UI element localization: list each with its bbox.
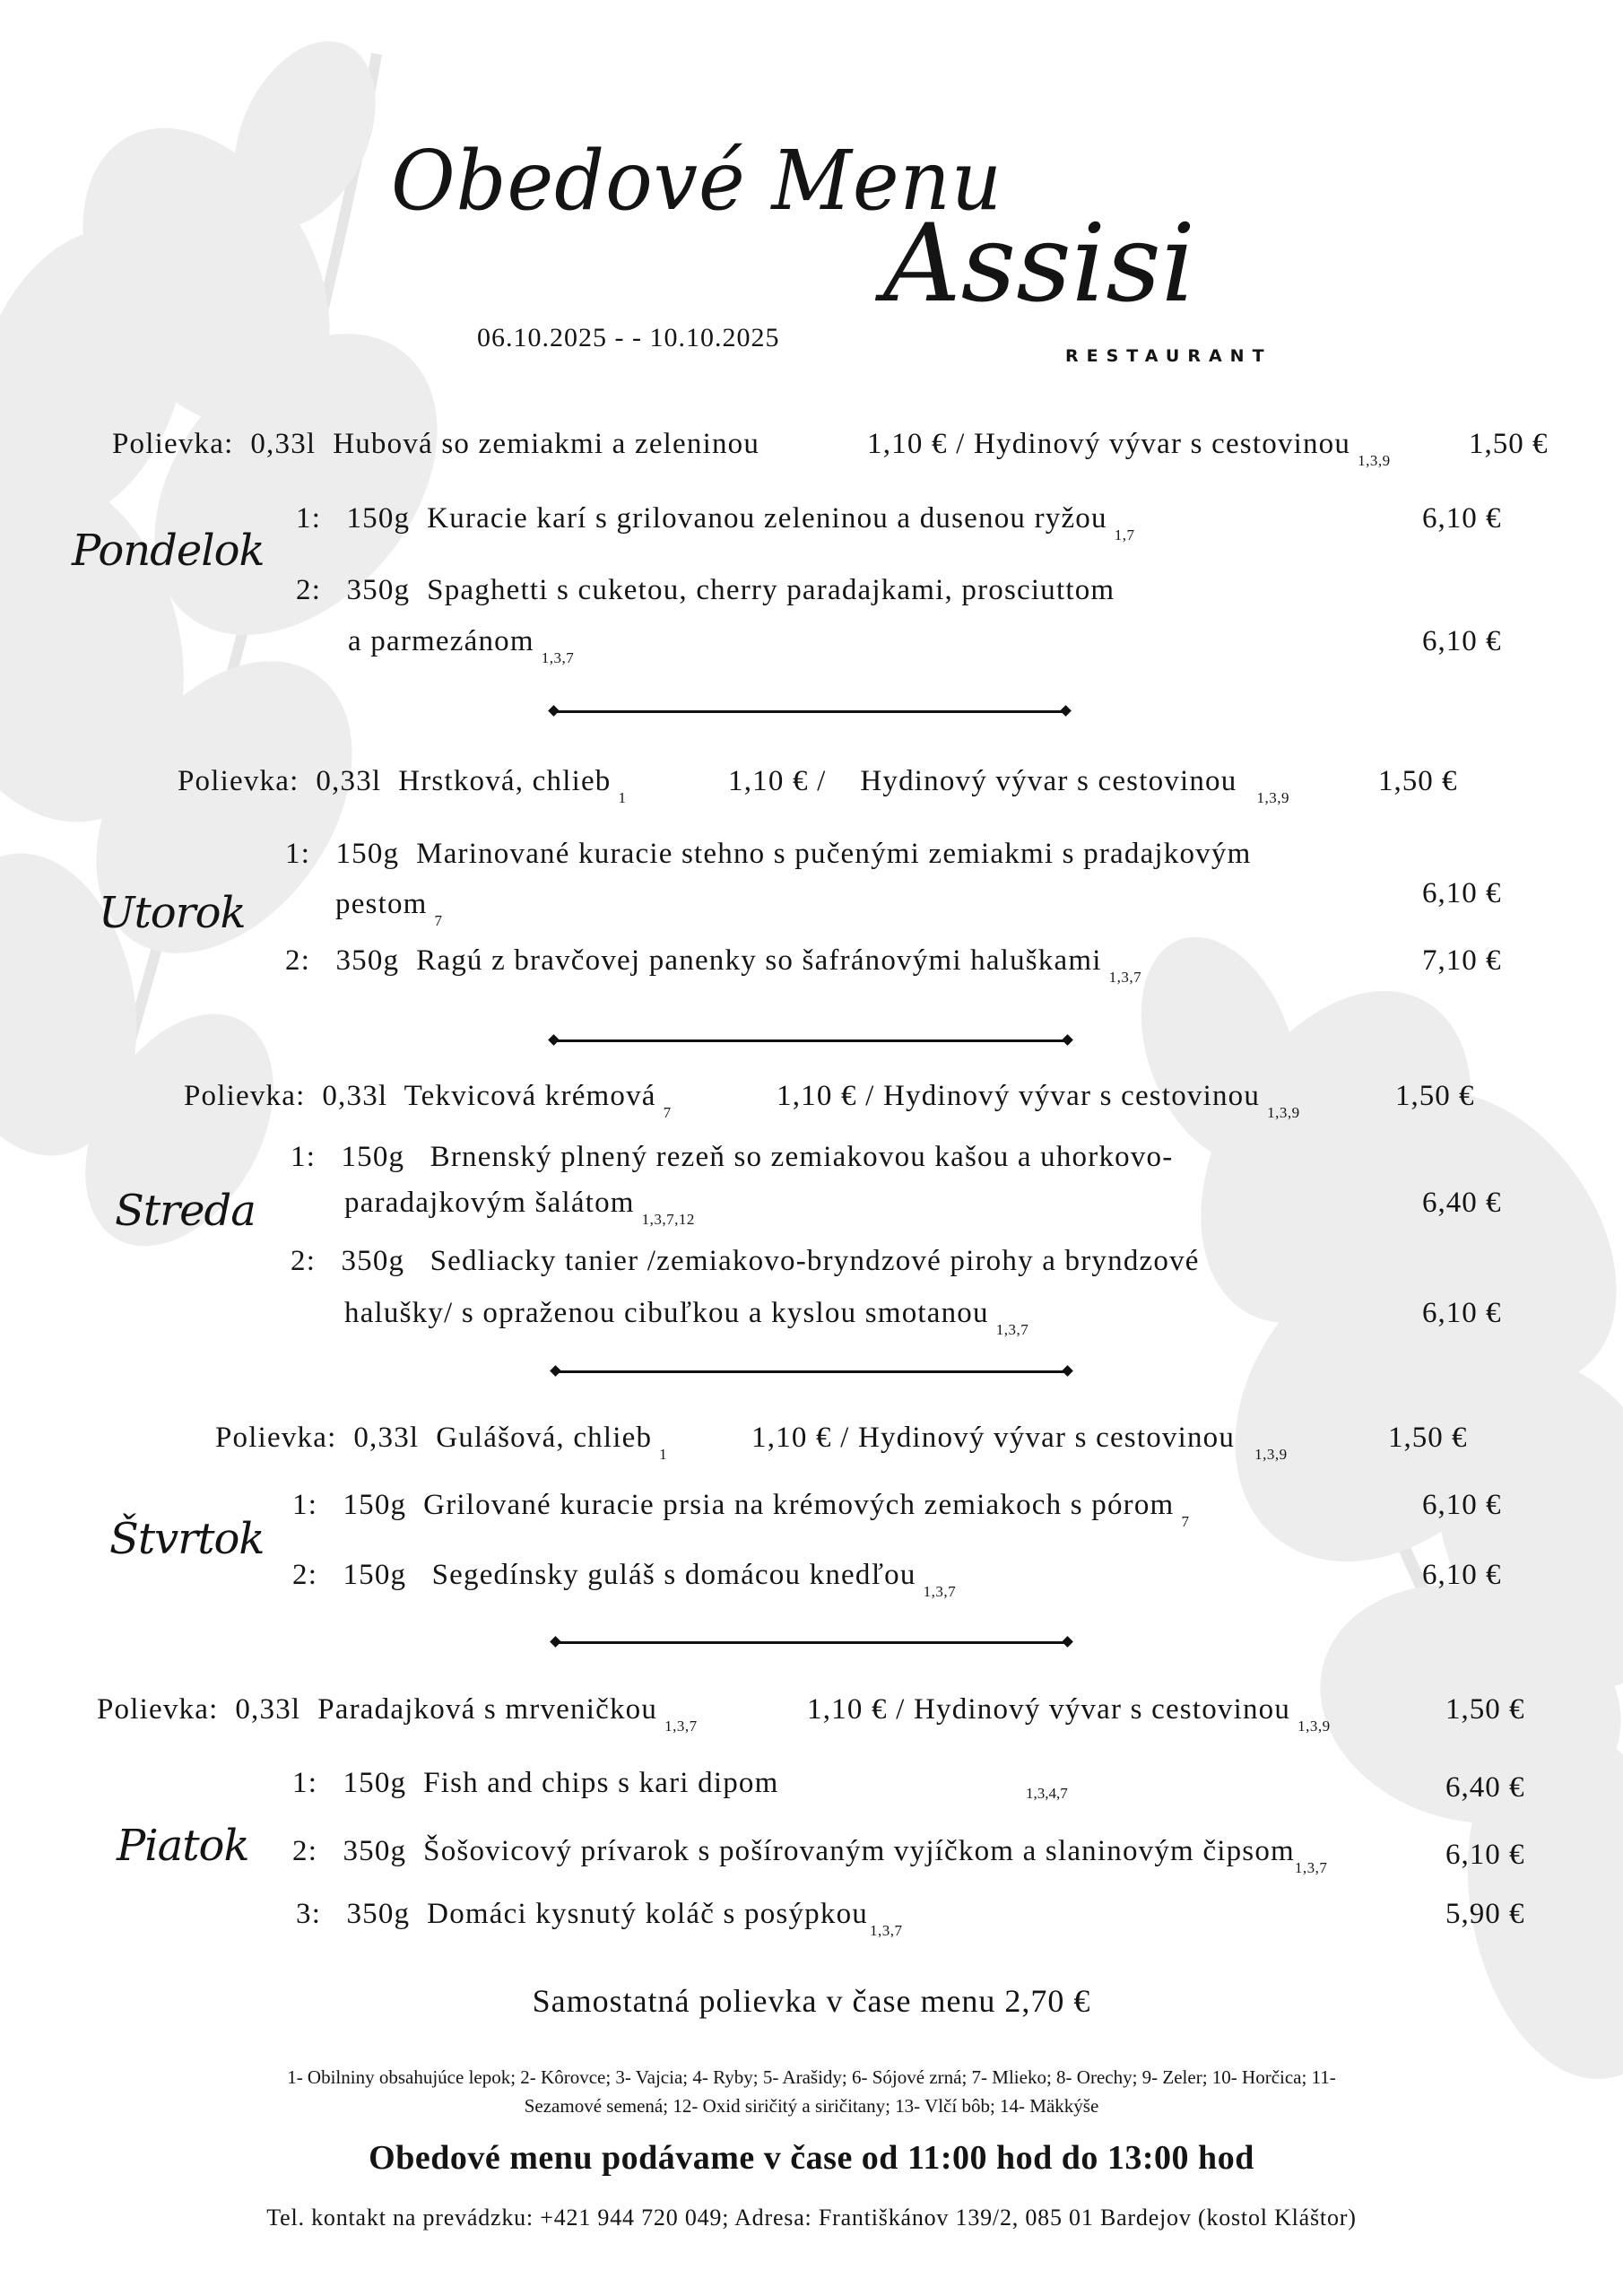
item-description: Šošovicový prívarok s pošírovaným vyjíčkom a slaninovým čipsom xyxy=(423,1835,1295,1867)
item-number: 2: xyxy=(291,1245,317,1277)
item-price: 6,40 € xyxy=(1445,1771,1525,1804)
soup-name: Tekvicová krémová xyxy=(404,1080,656,1112)
item-allergens: 1,3,7,12 xyxy=(641,1211,695,1228)
item-weight: 150g xyxy=(343,1767,407,1799)
item-number: 1: xyxy=(292,1767,318,1799)
soup-line xyxy=(97,1693,698,1735)
menu-item-2 xyxy=(292,1835,1328,1876)
soup-price: 1,10 € / xyxy=(751,1422,850,1454)
item-number: 3: xyxy=(296,1898,322,1930)
item-allergens: 7 xyxy=(434,912,443,929)
menu-item-1-cont xyxy=(344,1187,695,1228)
item-price: 6,10 € xyxy=(1422,1559,1502,1591)
soup-price: 1,10 € / xyxy=(728,765,827,797)
day-label: Štvrtok xyxy=(109,1514,265,1564)
item-number: 1: xyxy=(291,1141,317,1173)
item-number: 1: xyxy=(292,1489,318,1521)
item-weight: 150g xyxy=(335,838,400,870)
item-price: 6,10 € xyxy=(1422,877,1502,909)
item-allergens: 1,3,7 xyxy=(1294,1859,1328,1876)
soup-price: 1,10 € / xyxy=(777,1080,875,1112)
item-description-cont: paradajkovým šalátom xyxy=(344,1187,635,1219)
alt-soup-price: 1,50 € xyxy=(1445,1693,1525,1726)
menu-item-2-cont xyxy=(344,1297,1029,1338)
soup-name: Hubová so zemiakmi a zeleninou xyxy=(333,428,760,460)
alt-soup-allergens: 1,3,9 xyxy=(1267,1104,1300,1121)
soup-name: Paradajková s mrveničkou xyxy=(317,1693,658,1726)
soup-line xyxy=(215,1422,668,1463)
item-allergens: 1,3,7 xyxy=(869,1922,903,1939)
alt-soup-allergens: 1,3,9 xyxy=(1358,452,1391,469)
menu-item-2 xyxy=(296,574,1115,607)
item-price: 5,90 € xyxy=(1445,1898,1525,1930)
item-weight: 350g xyxy=(341,1245,405,1277)
item-allergens: 1,7 xyxy=(1114,526,1135,544)
item-weight: 150g xyxy=(346,502,411,535)
menu-item-1 xyxy=(285,838,1251,871)
day-label: Streda xyxy=(115,1186,256,1236)
menu-item-1 xyxy=(292,1767,778,1800)
alt-soup-name: Hydinový vývar s cestovinou xyxy=(973,428,1351,460)
section-divider xyxy=(554,710,1065,713)
item-description: Marinované kuracie stehno s pučenými zemiakmi s pradajkovým xyxy=(416,838,1252,870)
item-description: Ragú z bravčovej panenky so šafránovými haluškami xyxy=(416,944,1102,977)
item-description: Kuracie karí s grilovanou zeleninou a dusenou ryžou xyxy=(427,502,1107,535)
day-label: Pondelok xyxy=(72,526,265,576)
item-price: 6,10 € xyxy=(1422,502,1502,535)
item-weight: 350g xyxy=(335,944,400,977)
section-divider xyxy=(554,1039,1067,1042)
day-label: Utorok xyxy=(99,888,246,938)
soup-price: 1,10 € / xyxy=(807,1693,906,1726)
item-number: 2: xyxy=(296,574,322,606)
item-description-cont: a parmezánom xyxy=(348,625,534,657)
item-description-cont: pestom xyxy=(335,888,428,920)
section-divider xyxy=(556,1370,1067,1373)
item-number: 1: xyxy=(285,838,311,870)
item-weight: 150g xyxy=(343,1489,407,1521)
item-description: Domáci kysnutý koláč s posýpkou xyxy=(427,1898,868,1930)
menu-item-2 xyxy=(291,1245,1200,1278)
item-price: 6,10 € xyxy=(1445,1839,1525,1871)
soup-volume: 0,33l xyxy=(235,1693,301,1726)
soup-label: Polievka: xyxy=(184,1080,306,1112)
item-weight: 350g xyxy=(346,574,411,606)
item-allergens: 1,3,7 xyxy=(1108,969,1142,986)
menu-item-3 xyxy=(296,1898,903,1939)
soup-allergens: 1,3,7 xyxy=(664,1718,698,1735)
menu-item-1 xyxy=(296,502,1135,544)
allergen-legend xyxy=(0,2063,1623,2120)
soup-price-alt xyxy=(777,1080,1300,1121)
allergen-legend-line-1: 1- Obilniny obsahujúce lepok; 2- Kôrovce; 3- Vajcia; 4- Ryby; 5- Arašidy; 6- Sójové zrná; 7- Mlieko; 8- Orechy; 9- Zeler; 10- Horčica; 11- xyxy=(287,2066,1336,2088)
alt-soup-allergens: 1,3,9 xyxy=(1254,1446,1288,1463)
allergen-legend-line-2: Sezamové semená; 12- Oxid siričitý a siričitany; 13- Vlčí bôb; 14- Mäkkýše xyxy=(524,2095,1099,2117)
soup-volume: 0,33l xyxy=(353,1422,420,1454)
menu-item-2 xyxy=(285,944,1142,986)
date-range: 06.10.2025 - - 10.10.2025 xyxy=(477,323,780,352)
section-divider xyxy=(556,1641,1067,1644)
item-allergens: 1,3,4,7 xyxy=(1026,1785,1068,1802)
item-number: 2: xyxy=(292,1835,318,1867)
soup-line xyxy=(112,428,759,461)
item-allergens: 7 xyxy=(1181,1513,1190,1530)
alt-soup-allergens: 1,3,9 xyxy=(1298,1718,1331,1735)
alt-soup-allergens: 1,3,9 xyxy=(1256,789,1289,806)
soup-allergens: 1 xyxy=(618,789,627,806)
soup-price: 1,10 € / xyxy=(867,428,966,460)
soup-label: Polievka: xyxy=(97,1693,219,1726)
item-weight: 350g xyxy=(346,1898,411,1930)
soup-label: Polievka: xyxy=(215,1422,337,1454)
item-description: Brnenský plnený rezeň so zemiakovou kašou a uhorkovo- xyxy=(430,1141,1174,1173)
soup-price-alt xyxy=(728,765,1289,806)
alt-soup-name: Hydinový vývar s cestovinou xyxy=(913,1693,1291,1726)
soup-line xyxy=(184,1080,672,1121)
soup-volume: 0,33l xyxy=(250,428,317,460)
item-description: Grilované kuracie prsia na krémových zemiakoch s pórom xyxy=(423,1489,1175,1521)
item-description: Sedliacky tanier /zemiakovo-bryndzové pirohy a bryndzové xyxy=(430,1245,1200,1277)
alt-soup-price: 1,50 € xyxy=(1395,1080,1475,1112)
item-description: Segedínsky guláš s domácou knedľou xyxy=(431,1559,916,1591)
soup-allergens: 7 xyxy=(663,1104,672,1121)
standalone-soup-price: Samostatná polievka v čase menu 2,70 € xyxy=(532,1983,1091,2019)
contact-info: Tel. kontakt na prevádzku: +421 944 720 049; Adresa: Františkánov 139/2, 085 01 Bardejov (kostol Kláštor) xyxy=(266,2205,1357,2231)
item-price: 6,40 € xyxy=(1422,1187,1502,1219)
soup-allergens: 1 xyxy=(659,1446,668,1463)
item-number: 1: xyxy=(296,502,322,535)
soup-line xyxy=(178,765,627,806)
item-allergens: 1,3,7 xyxy=(995,1321,1029,1338)
alt-soup-price: 1,50 € xyxy=(1388,1422,1468,1454)
item-allergens: 1,3,7 xyxy=(923,1583,957,1600)
item-weight: 150g xyxy=(341,1141,405,1173)
item-number: 2: xyxy=(285,944,311,977)
soup-volume: 0,33l xyxy=(322,1080,388,1112)
menu-item-1 xyxy=(292,1489,1190,1530)
item-price: 6,10 € xyxy=(1422,625,1502,657)
soup-price-alt xyxy=(751,1422,1288,1463)
soup-price-alt xyxy=(807,1693,1331,1735)
brand-logo-name: Assisi xyxy=(883,202,1196,326)
alt-soup-name: Hydinový vývar s cestovinou xyxy=(882,1080,1261,1112)
soup-label: Polievka: xyxy=(112,428,234,460)
item-description-cont: halušky/ s opraženou cibuľkou a kyslou smotanou xyxy=(344,1297,989,1329)
soup-volume: 0,33l xyxy=(316,765,382,797)
alt-soup-name: Hydinový vývar s cestovinou xyxy=(860,765,1237,797)
menu-item-1-cont xyxy=(335,888,443,929)
soup-price-alt xyxy=(867,428,1391,469)
item-weight: 150g xyxy=(343,1559,407,1591)
menu-item-2-cont xyxy=(348,625,575,666)
menu-title: Obedové Menu xyxy=(391,133,1002,229)
soup-name: Gulášová, chlieb xyxy=(436,1422,653,1454)
item-description: Spaghetti s cuketou, cherry paradajkami, prosciuttom xyxy=(427,574,1115,606)
menu-item-2 xyxy=(292,1559,957,1600)
day-label: Piatok xyxy=(117,1821,249,1871)
item-number: 2: xyxy=(292,1559,318,1591)
soup-name: Hrstková, chlieb xyxy=(398,765,612,797)
soup-label: Polievka: xyxy=(178,765,299,797)
menu-item-1 xyxy=(291,1141,1173,1174)
alt-soup-name: Hydinový vývar s cestovinou xyxy=(857,1422,1236,1454)
item-price: 6,10 € xyxy=(1422,1297,1502,1329)
item-weight: 350g xyxy=(343,1835,407,1867)
item-description: Fish and chips s kari dipom xyxy=(423,1767,779,1799)
alt-soup-price: 1,50 € xyxy=(1469,428,1549,460)
serving-time: Obedové menu podávame v čase od 11:00 hod do 13:00 hod xyxy=(369,2139,1254,2177)
item-price: 6,10 € xyxy=(1422,1489,1502,1521)
item-price: 7,10 € xyxy=(1422,944,1502,977)
brand-logo-subtitle: RESTAURANT xyxy=(1065,346,1272,366)
item-allergens: 1,3,7 xyxy=(541,649,575,666)
alt-soup-price: 1,50 € xyxy=(1378,765,1458,797)
